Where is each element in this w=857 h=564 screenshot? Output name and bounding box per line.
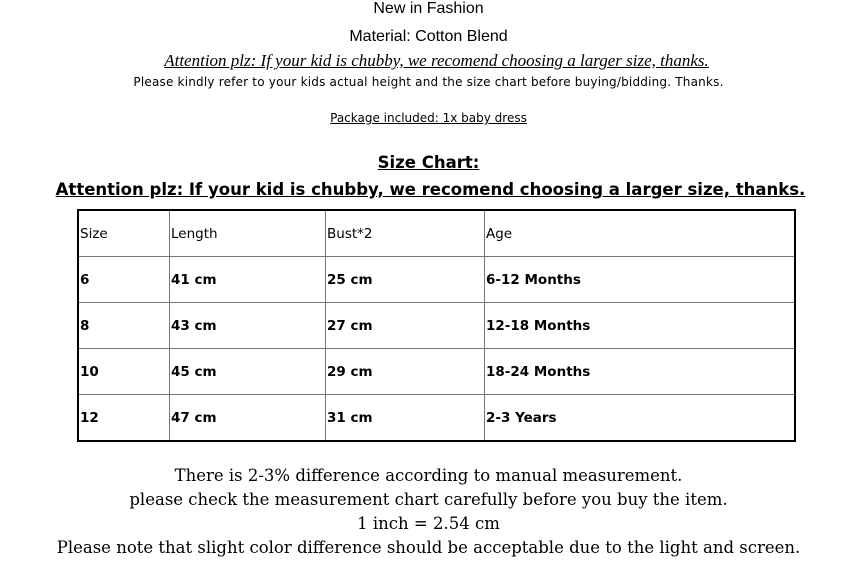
cell-age: 12-18 Months: [485, 303, 796, 349]
refer-note: Please kindly refer to your kids actual height and the size chart before buying/bidding. Thanks.: [133, 75, 724, 89]
cell-age: 2-3 Years: [485, 395, 796, 442]
inch-conversion-note: 1 inch = 2.54 cm: [357, 514, 500, 533]
cell-length: 45 cm: [170, 349, 326, 395]
cell-bust: 25 cm: [326, 257, 485, 303]
check-chart-note: please check the measurement chart carefully before you buy the item.: [129, 490, 728, 509]
cell-bust: 31 cm: [326, 395, 485, 442]
cell-size: 10: [78, 349, 170, 395]
cell-age: 6-12 Months: [485, 257, 796, 303]
column-header-age: Age: [485, 210, 796, 257]
column-header-bust: Bust*2: [326, 210, 485, 257]
cell-size: 6: [78, 257, 170, 303]
table-row: [78, 395, 795, 442]
cell-size: 8: [78, 303, 170, 349]
measurement-difference-note: There is 2-3% difference according to manual measurement.: [174, 466, 683, 485]
cell-length: 47 cm: [170, 395, 326, 442]
cell-bust: 27 cm: [326, 303, 485, 349]
cell-size: 12: [78, 395, 170, 442]
cell-age: 18-24 Months: [485, 349, 796, 395]
color-difference-note: Please note that slight color difference should be acceptable due to the light and screen.: [56, 538, 801, 557]
size-chart-heading: Size Chart:: [377, 153, 480, 172]
product-title: New in Fashion: [373, 0, 484, 17]
cell-length: 43 cm: [170, 303, 326, 349]
column-header-length: Length: [170, 210, 326, 257]
table-header-row: [78, 210, 795, 257]
table-row: [78, 257, 795, 303]
material-text: Material: Cotton Blend: [349, 28, 508, 45]
cell-length: 41 cm: [170, 257, 326, 303]
cell-bust: 29 cm: [326, 349, 485, 395]
size-chart-table: [77, 209, 796, 442]
table-row: [78, 303, 795, 349]
package-included: Package included: 1x baby dress: [330, 111, 527, 125]
table-row: [78, 349, 795, 395]
column-header-size: Size: [78, 210, 170, 257]
attention-notice-bold: Attention plz: If your kid is chubby, we recomend choosing a larger size, thanks.: [55, 180, 806, 199]
attention-notice-italic: Attention plz: If your kid is chubby, we recomend choosing a larger size, thanks.: [164, 51, 709, 70]
